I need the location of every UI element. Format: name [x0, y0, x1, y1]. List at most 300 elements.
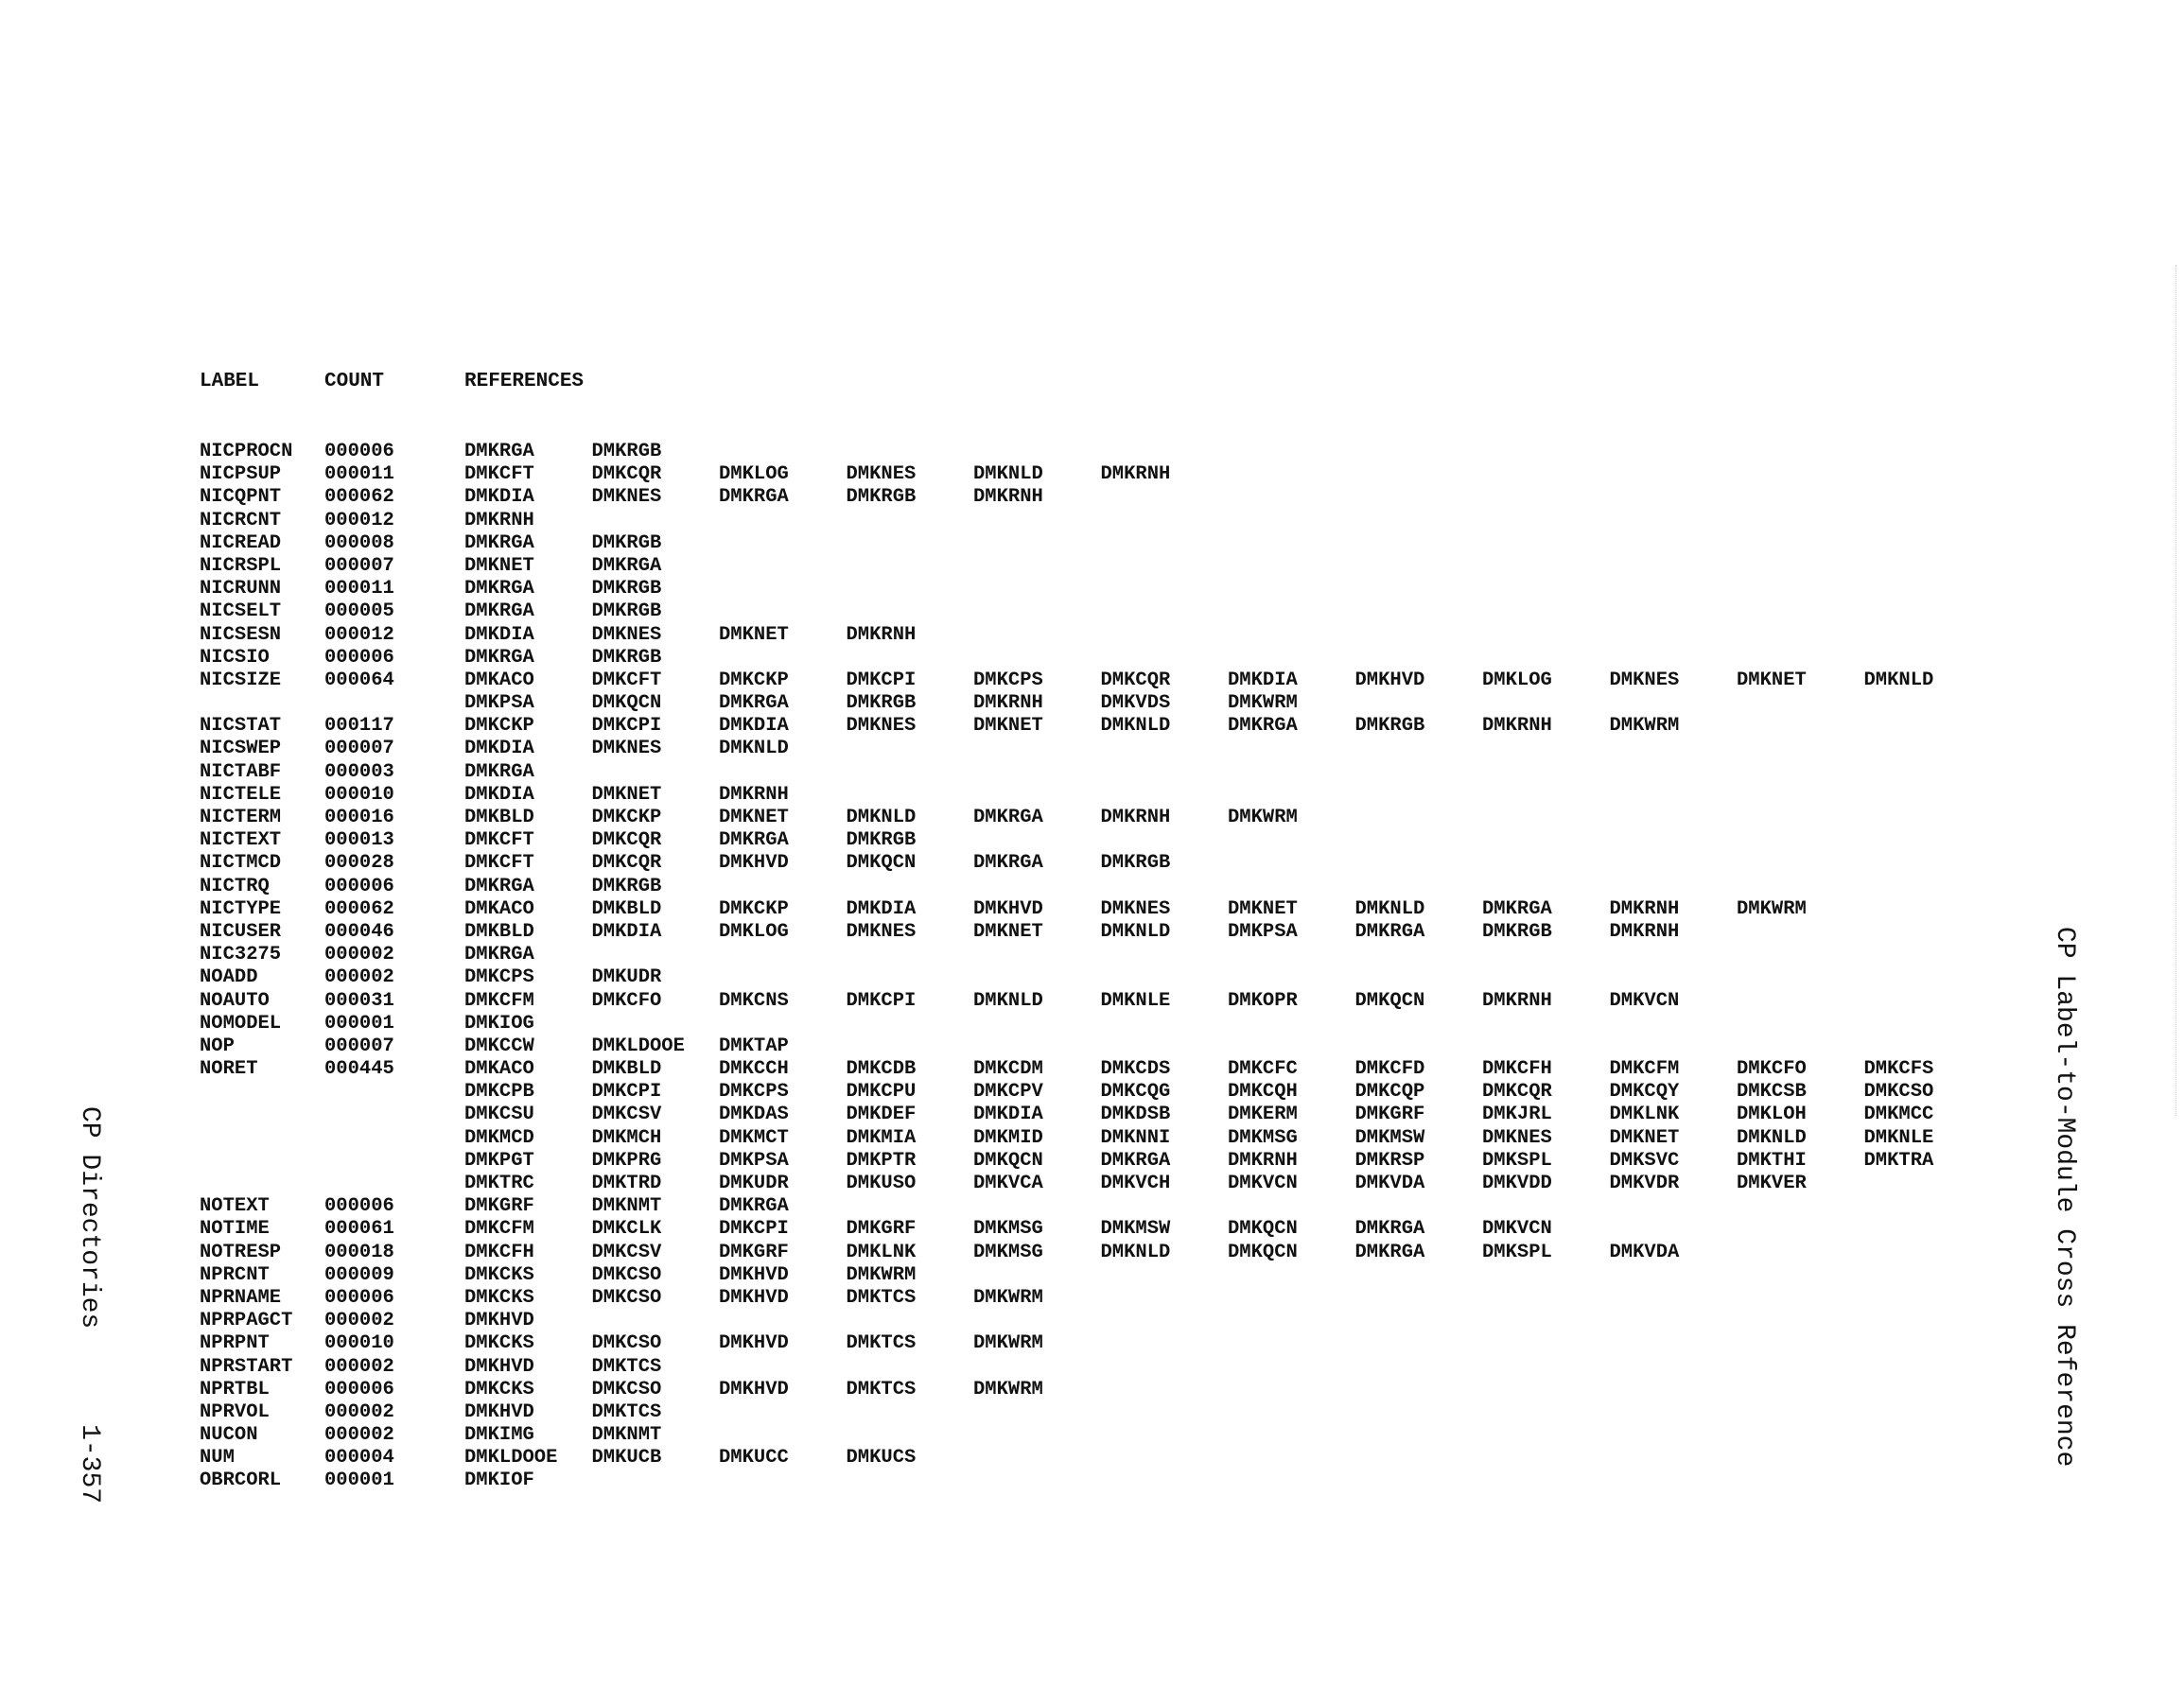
- module-reference: DMKMCT: [719, 1126, 789, 1149]
- module-reference: DMKDIA: [464, 738, 534, 760]
- row-label: NUCON: [200, 1424, 258, 1447]
- module-reference: DMKRNH: [719, 783, 789, 806]
- row-label: NOTEXT: [200, 1195, 270, 1218]
- module-reference: DMKRNH: [1482, 989, 1552, 1012]
- row-count: 000012: [324, 623, 394, 646]
- module-reference: DMKHVD: [719, 852, 789, 875]
- row-count: 000008: [324, 531, 394, 554]
- module-reference: DMKGRF: [464, 1195, 534, 1218]
- module-reference: DMKPTR: [846, 1149, 917, 1172]
- module-reference: DMKVCA: [973, 1173, 1043, 1194]
- module-reference: DMKACO: [464, 897, 534, 920]
- row-label: NICTYPE: [200, 897, 282, 920]
- row-label: NUM: [200, 1447, 235, 1470]
- module-reference: DMKRGA: [1354, 1241, 1425, 1263]
- row-label: NICPROCN: [200, 441, 293, 462]
- module-reference: DMKRNH: [1609, 920, 1680, 943]
- module-reference: DMKCSB: [1737, 1081, 1807, 1104]
- module-reference: DMKNET: [973, 920, 1043, 943]
- module-reference: DMKCFH: [1482, 1058, 1552, 1081]
- module-reference: DMKTCS: [591, 1355, 662, 1378]
- module-reference: DMKNES: [846, 920, 917, 943]
- row-count: 000061: [324, 1218, 394, 1241]
- module-reference: DMKNLD: [973, 463, 1043, 486]
- row-label: NICTABF: [200, 760, 282, 783]
- row-label: NICRCNT: [200, 509, 282, 531]
- module-reference: DMKQCN: [1228, 1241, 1298, 1263]
- row-label: NICTMCD: [200, 852, 282, 875]
- module-reference: DMKRGA: [1354, 920, 1425, 943]
- module-reference: DMKMIA: [846, 1126, 917, 1149]
- module-reference: DMKHVD: [719, 1263, 789, 1286]
- page-number: 1-357: [75, 1424, 104, 1504]
- module-reference: DMKCPB: [464, 1081, 534, 1104]
- row-count: 000011: [324, 463, 394, 486]
- row-count: 000006: [324, 875, 394, 897]
- module-reference: DMKRGB: [591, 875, 662, 897]
- module-reference: DMKVCN: [1609, 989, 1680, 1012]
- module-reference: DMKERM: [1228, 1104, 1298, 1126]
- row-label: NOADD: [200, 966, 258, 989]
- module-reference: DMKLOH: [1737, 1104, 1807, 1126]
- module-reference: DMKIMG: [464, 1424, 534, 1447]
- module-reference: DMKDIA: [464, 486, 534, 509]
- module-reference: DMKDEF: [846, 1104, 917, 1126]
- module-reference: DMKCKS: [464, 1378, 534, 1400]
- row-label: NICSTAT: [200, 715, 282, 738]
- module-reference: DMKDIA: [464, 783, 534, 806]
- module-reference: DMKNES: [846, 463, 917, 486]
- row-count: 000006: [324, 1378, 394, 1400]
- module-reference: DMKCPS: [719, 1081, 789, 1104]
- module-reference: DMKLOG: [719, 920, 789, 943]
- module-reference: DMKRNH: [846, 623, 917, 646]
- module-reference: DMKWRM: [973, 1378, 1043, 1400]
- module-reference: DMKRGB: [591, 578, 662, 600]
- module-reference: DMKGRF: [1354, 1104, 1425, 1126]
- module-reference: DMKRGA: [719, 486, 789, 509]
- module-reference: DMKLOG: [1482, 669, 1552, 691]
- module-reference: DMKCQR: [591, 463, 662, 486]
- module-reference: DMKMSG: [973, 1241, 1043, 1263]
- count-column-header: COUNT: [324, 371, 385, 392]
- row-label: OBRCORL: [200, 1470, 282, 1492]
- row-count: 000031: [324, 989, 394, 1012]
- module-reference: DMKLNK: [846, 1241, 917, 1263]
- module-reference: DMKNNI: [1100, 1126, 1171, 1149]
- module-reference: DMKNET: [719, 623, 789, 646]
- module-reference: DMKCSU: [464, 1104, 534, 1126]
- module-reference: DMKRGA: [464, 646, 534, 669]
- module-reference: DMKPRG: [591, 1149, 662, 1172]
- module-reference: DMKNES: [1609, 669, 1680, 691]
- module-reference: DMKCPI: [846, 989, 917, 1012]
- module-reference: DMKTRA: [1863, 1149, 1934, 1172]
- references-column-header: REFERENCES: [464, 371, 585, 392]
- module-reference: DMKUCS: [846, 1447, 917, 1470]
- row-label: NIC3275: [200, 944, 282, 966]
- row-label: NOTIME: [200, 1218, 270, 1241]
- module-reference: DMKRGA: [464, 944, 534, 966]
- module-reference: DMKUDR: [719, 1173, 789, 1194]
- module-reference: DMKCSO: [591, 1263, 662, 1286]
- row-count: 000006: [324, 646, 394, 669]
- module-reference: DMKTCS: [846, 1332, 917, 1355]
- module-reference: DMKNES: [591, 738, 662, 760]
- module-reference: DMKQCN: [846, 852, 917, 875]
- module-reference: DMKCFM: [464, 1218, 534, 1241]
- module-reference: DMKMSW: [1354, 1126, 1425, 1149]
- module-reference: DMKGRF: [846, 1218, 917, 1241]
- module-reference: DMKCQY: [1609, 1081, 1680, 1104]
- module-reference: DMKMID: [973, 1126, 1043, 1149]
- row-count: 000062: [324, 486, 394, 509]
- row-count: 000002: [324, 966, 394, 989]
- module-reference: DMKBLD: [464, 920, 534, 943]
- module-reference: DMKNLD: [1100, 1241, 1171, 1263]
- module-reference: DMKRGA: [1354, 1218, 1425, 1241]
- module-reference: DMKCQR: [1482, 1081, 1552, 1104]
- module-reference: DMKVDD: [1482, 1173, 1552, 1194]
- module-reference: DMKRSP: [1354, 1149, 1425, 1172]
- module-reference: DMKCSO: [591, 1378, 662, 1400]
- module-reference: DMKRGB: [591, 600, 662, 623]
- module-reference: DMKWRM: [1228, 807, 1298, 828]
- module-reference: DMKWRM: [1737, 897, 1807, 920]
- module-reference: DMKCSO: [591, 1286, 662, 1309]
- module-reference: DMKUCB: [591, 1447, 662, 1470]
- module-reference: DMKNET: [1228, 897, 1298, 920]
- module-reference: DMKCPI: [846, 669, 917, 691]
- module-reference: DMKLDOOE: [591, 1035, 685, 1057]
- module-reference: DMKNET: [464, 554, 534, 577]
- module-reference: DMKRGA: [719, 692, 789, 715]
- module-reference: DMKNES: [1100, 897, 1171, 920]
- row-label: NICTRQ: [200, 875, 270, 897]
- module-reference: DMKRGB: [591, 531, 662, 554]
- module-reference: DMKCSO: [591, 1332, 662, 1355]
- row-count: 000009: [324, 1263, 394, 1286]
- module-reference: DMKQCN: [973, 1149, 1043, 1172]
- row-label: NICSIO: [200, 646, 270, 669]
- module-reference: DMKCFO: [1737, 1058, 1807, 1081]
- row-label: NICTERM: [200, 807, 282, 828]
- row-label: NICTELE: [200, 783, 282, 806]
- module-reference: DMKNLD: [1863, 669, 1934, 691]
- module-reference: DMKTAP: [719, 1035, 789, 1057]
- module-reference: DMKCKP: [591, 807, 662, 828]
- module-reference: DMKWRM: [846, 1263, 917, 1286]
- module-reference: DMKHVD: [1354, 669, 1425, 691]
- module-reference: DMKCPU: [846, 1081, 917, 1104]
- row-count: 000013: [324, 829, 394, 852]
- row-label: NICRSPL: [200, 554, 282, 577]
- module-reference: DMKCFT: [464, 463, 534, 486]
- module-reference: DMKRGA: [1482, 897, 1552, 920]
- row-label: NOAUTO: [200, 989, 270, 1012]
- module-reference: DMKUDR: [591, 966, 662, 989]
- module-reference: DMKCSO: [1863, 1081, 1934, 1104]
- module-reference: DMKCFS: [1863, 1058, 1934, 1081]
- right-running-title: CP Label-to-Module Cross Reference: [2050, 927, 2079, 1468]
- module-reference: DMKNLD: [846, 807, 917, 828]
- module-reference: DMKCPI: [591, 1081, 662, 1104]
- module-reference: DMKVCN: [1482, 1218, 1552, 1241]
- module-reference: DMKLNK: [1609, 1104, 1680, 1126]
- module-reference: DMKRNH: [973, 692, 1043, 715]
- module-reference: DMKTCS: [846, 1286, 917, 1309]
- module-reference: DMKRGB: [1482, 920, 1552, 943]
- module-reference: DMKMSG: [1228, 1126, 1298, 1149]
- module-reference: DMKSVC: [1609, 1149, 1680, 1172]
- row-count: 000002: [324, 1355, 394, 1378]
- module-reference: DMKCCW: [464, 1035, 534, 1057]
- module-reference: DMKCFC: [1228, 1058, 1298, 1081]
- module-reference: DMKCQR: [591, 829, 662, 852]
- module-reference: DMKRNH: [1228, 1149, 1298, 1172]
- module-reference: DMKNLE: [1863, 1126, 1934, 1149]
- left-running-footer: [75, 1106, 104, 1504]
- module-reference: DMKNET: [1609, 1126, 1680, 1149]
- module-reference: DMKRGA: [464, 441, 534, 462]
- module-reference: DMKRNH: [1100, 807, 1171, 828]
- row-label: NICSESN: [200, 623, 282, 646]
- module-reference: DMKVDA: [1609, 1241, 1680, 1263]
- label-column-header: LABEL: [200, 371, 260, 392]
- row-label: NICPSUP: [200, 463, 282, 486]
- module-reference: DMKACO: [464, 1058, 534, 1081]
- module-reference: DMKBLD: [591, 1058, 662, 1081]
- row-count: 000001: [324, 1470, 394, 1492]
- row-count: 000002: [324, 1310, 394, 1332]
- module-reference: DMKRGA: [1228, 715, 1298, 738]
- module-reference: DMKCNS: [719, 989, 789, 1012]
- row-label: NICSWEP: [200, 738, 282, 760]
- module-reference: DMKCDM: [973, 1058, 1043, 1081]
- row-count: 000445: [324, 1058, 394, 1081]
- row-count: 000062: [324, 897, 394, 920]
- module-reference: DMKVER: [1737, 1173, 1807, 1194]
- module-reference: DMKRNH: [464, 509, 534, 531]
- module-reference: DMKCDS: [1100, 1058, 1171, 1081]
- module-reference: DMKNLD: [1737, 1126, 1807, 1149]
- module-reference: DMKVCN: [1228, 1173, 1298, 1194]
- module-reference: DMKCKP: [464, 715, 534, 738]
- module-reference: DMKRGA: [719, 1195, 789, 1218]
- module-reference: DMKNES: [591, 623, 662, 646]
- module-reference: DMKRGB: [1354, 715, 1425, 738]
- module-reference: DMKNMT: [591, 1195, 662, 1218]
- module-reference: DMKNES: [846, 715, 917, 738]
- module-reference: DMKHVD: [464, 1400, 534, 1423]
- module-reference: DMKHVD: [719, 1378, 789, 1400]
- module-reference: DMKCPS: [464, 966, 534, 989]
- module-reference: DMKCQH: [1228, 1081, 1298, 1104]
- row-label: NPRSTART: [200, 1355, 293, 1378]
- module-reference: DMKUSO: [846, 1173, 917, 1194]
- module-reference: DMKRNH: [1100, 463, 1171, 486]
- row-label: NOMODEL: [200, 1012, 282, 1035]
- module-reference: DMKACO: [464, 669, 534, 691]
- row-label: NICQPNT: [200, 486, 282, 509]
- module-reference: DMKPGT: [464, 1149, 534, 1172]
- module-reference: DMKQCN: [591, 692, 662, 715]
- row-count: 000007: [324, 738, 394, 760]
- module-reference: DMKTCS: [846, 1378, 917, 1400]
- module-reference: DMKGRF: [719, 1241, 789, 1263]
- module-reference: DMKCFT: [591, 669, 662, 691]
- row-count: 000004: [324, 1447, 394, 1470]
- row-count: 000007: [324, 554, 394, 577]
- module-reference: DMKCSV: [591, 1104, 662, 1126]
- module-reference: DMKNLD: [973, 989, 1043, 1012]
- module-reference: DMKNLD: [1354, 897, 1425, 920]
- module-reference: DMKDIA: [591, 920, 662, 943]
- module-reference: DMKNLE: [1100, 989, 1171, 1012]
- row-label: NICSIZE: [200, 669, 282, 691]
- module-reference: DMKNES: [1482, 1126, 1552, 1149]
- module-reference: DMKNET: [1737, 669, 1807, 691]
- module-reference: DMKCSV: [591, 1241, 662, 1263]
- module-reference: DMKRGA: [1100, 1149, 1171, 1172]
- module-reference: DMKMCC: [1863, 1104, 1934, 1126]
- module-reference: DMKRGA: [464, 578, 534, 600]
- module-reference: DMKRGB: [846, 486, 917, 509]
- row-count: 000002: [324, 1424, 394, 1447]
- module-reference: DMKNET: [973, 715, 1043, 738]
- module-reference: DMKNLD: [1100, 715, 1171, 738]
- module-reference: DMKCQG: [1100, 1081, 1171, 1104]
- module-reference: DMKRGA: [464, 760, 534, 783]
- module-reference: DMKCKS: [464, 1263, 534, 1286]
- module-reference: DMKNES: [591, 486, 662, 509]
- module-reference: DMKRGA: [464, 531, 534, 554]
- module-reference: DMKNET: [719, 807, 789, 828]
- module-reference: DMKCKS: [464, 1332, 534, 1355]
- module-reference: DMKCQP: [1354, 1081, 1425, 1104]
- section-title: CP Directories: [75, 1106, 104, 1330]
- module-reference: DMKPSA: [464, 692, 534, 715]
- row-label: NPRPAGCT: [200, 1310, 293, 1332]
- row-label: NPRCNT: [200, 1263, 270, 1286]
- row-label: NICSELT: [200, 600, 282, 623]
- module-reference: DMKWRM: [1609, 715, 1680, 738]
- module-reference: DMKCFH: [464, 1241, 534, 1263]
- module-reference: DMKCFT: [464, 852, 534, 875]
- row-label: NPRPNT: [200, 1332, 270, 1355]
- margin-rule: [2175, 265, 2178, 1116]
- module-reference: DMKCFO: [591, 989, 662, 1012]
- module-reference: DMKCDB: [846, 1058, 917, 1081]
- module-reference: DMKDIA: [846, 897, 917, 920]
- module-reference: DMKDAS: [719, 1104, 789, 1126]
- module-reference: DMKSPL: [1482, 1241, 1552, 1263]
- module-reference: DMKVDS: [1100, 692, 1171, 715]
- module-reference: DMKMCH: [591, 1126, 662, 1149]
- module-reference: DMKJRL: [1482, 1104, 1552, 1126]
- module-reference: DMKRGA: [591, 554, 662, 577]
- row-label: NPRTBL: [200, 1378, 270, 1400]
- row-count: 000007: [324, 1035, 394, 1057]
- module-reference: DMKQCN: [1228, 1218, 1298, 1241]
- module-reference: DMKPSA: [1228, 920, 1298, 943]
- module-reference: DMKCFD: [1354, 1058, 1425, 1081]
- module-reference: DMKHVD: [464, 1355, 534, 1378]
- module-reference: DMKSPL: [1482, 1149, 1552, 1172]
- module-reference: DMKLDOOE: [464, 1447, 558, 1470]
- row-count: 000002: [324, 944, 394, 966]
- row-count: 000006: [324, 1286, 394, 1309]
- module-reference: DMKHVD: [973, 897, 1043, 920]
- module-reference: DMKNLD: [719, 738, 789, 760]
- module-reference: DMKRGB: [846, 829, 917, 852]
- row-count: 000003: [324, 760, 394, 783]
- module-reference: DMKCPI: [591, 715, 662, 738]
- module-reference: DMKRNH: [1482, 715, 1552, 738]
- module-reference: DMKCQR: [1100, 669, 1171, 691]
- module-reference: DMKCFT: [464, 829, 534, 852]
- module-reference: DMKRGA: [719, 829, 789, 852]
- module-reference: DMKWRM: [973, 1286, 1043, 1309]
- row-label: NICTEXT: [200, 829, 282, 852]
- row-count: 000018: [324, 1241, 394, 1263]
- module-reference: DMKIOF: [464, 1470, 534, 1492]
- module-reference: DMKRGB: [846, 692, 917, 715]
- module-reference: DMKHVD: [464, 1310, 534, 1332]
- module-reference: DMKNMT: [591, 1424, 662, 1447]
- row-count: 000046: [324, 920, 394, 943]
- row-count: 000006: [324, 441, 394, 462]
- module-reference: DMKCFM: [464, 989, 534, 1012]
- module-reference: DMKCPI: [719, 1218, 789, 1241]
- module-reference: DMKLOG: [719, 463, 789, 486]
- module-reference: DMKHVD: [719, 1286, 789, 1309]
- module-reference: DMKPSA: [719, 1149, 789, 1172]
- row-count: 000010: [324, 783, 394, 806]
- module-reference: DMKWRM: [1228, 692, 1298, 715]
- module-reference: DMKIOG: [464, 1012, 534, 1035]
- module-reference: DMKVDR: [1609, 1173, 1680, 1194]
- module-reference: DMKCQR: [591, 852, 662, 875]
- row-count: 000006: [324, 1195, 394, 1218]
- row-label: NOTRESP: [200, 1241, 282, 1263]
- row-count: 000011: [324, 578, 394, 600]
- module-reference: DMKOPR: [1228, 989, 1298, 1012]
- module-reference: DMKDIA: [719, 715, 789, 738]
- module-reference: DMKCPV: [973, 1081, 1043, 1104]
- module-reference: DMKMCD: [464, 1126, 534, 1149]
- row-count: 000005: [324, 600, 394, 623]
- module-reference: DMKRGB: [1100, 852, 1171, 875]
- module-reference: DMKRGA: [464, 600, 534, 623]
- row-count: 000028: [324, 852, 394, 875]
- module-reference: DMKRGA: [973, 807, 1043, 828]
- row-label: NOP: [200, 1035, 235, 1057]
- module-reference: DMKTRC: [464, 1173, 534, 1194]
- module-reference: DMKDIA: [973, 1104, 1043, 1126]
- module-reference: DMKWRM: [973, 1332, 1043, 1355]
- module-reference: DMKMSG: [973, 1218, 1043, 1241]
- module-reference: DMKCKP: [719, 897, 789, 920]
- module-reference: DMKHVD: [719, 1332, 789, 1355]
- row-count: 000064: [324, 669, 394, 691]
- module-reference: DMKRGA: [464, 875, 534, 897]
- module-reference: DMKVCH: [1100, 1173, 1171, 1194]
- module-reference: DMKCLK: [591, 1218, 662, 1241]
- module-reference: DMKDSB: [1100, 1104, 1171, 1126]
- module-reference: DMKRGB: [591, 441, 662, 462]
- module-reference: DMKBLD: [464, 807, 534, 828]
